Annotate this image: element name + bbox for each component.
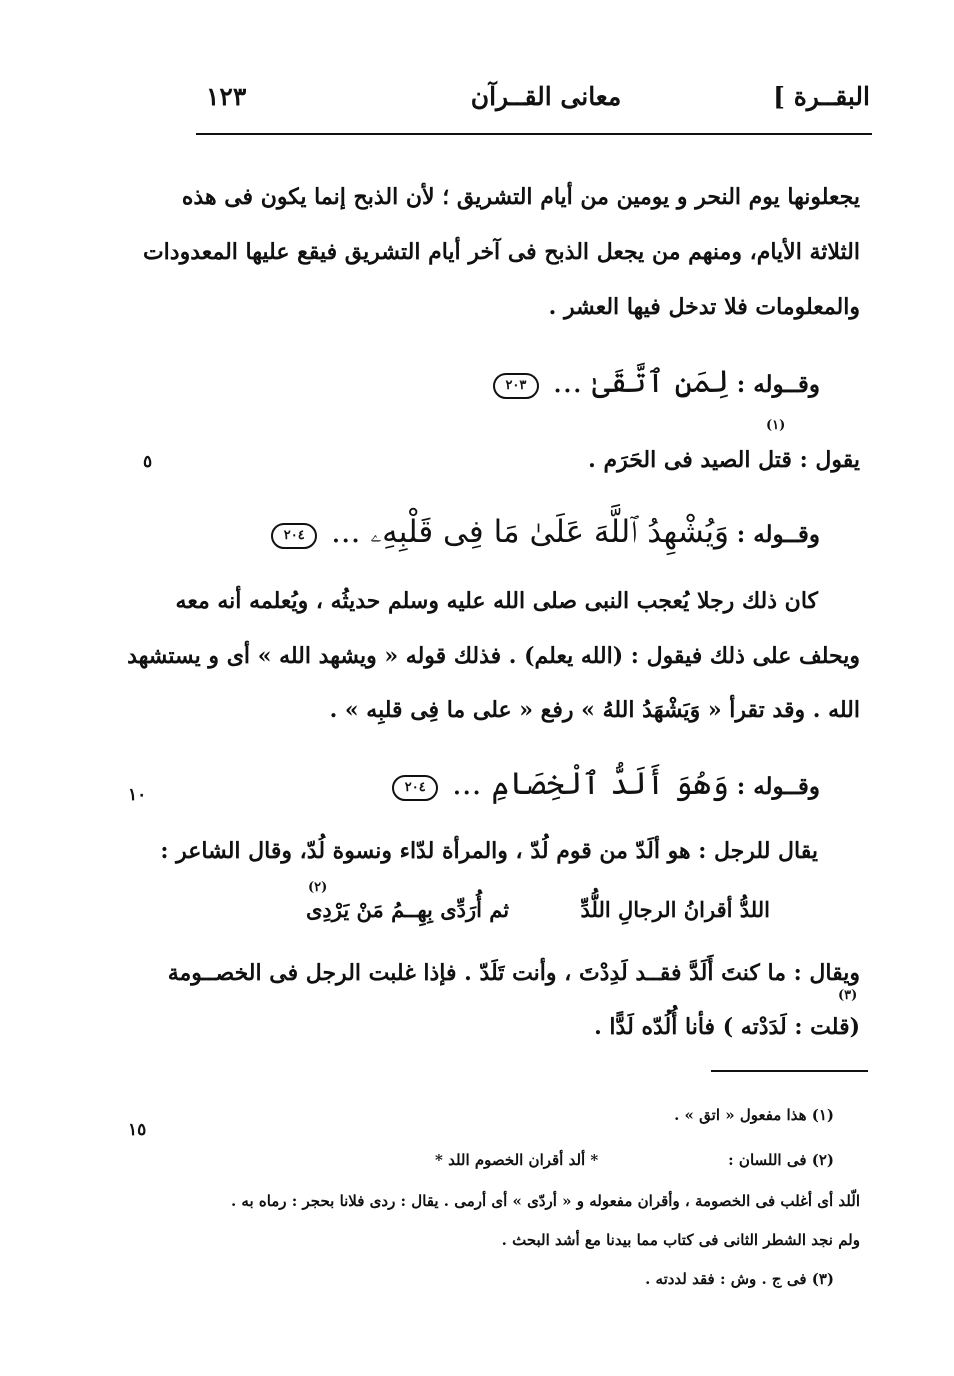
ayah-number-marker: ٢٠٤ <box>392 775 438 801</box>
body-line: ويحلف على ذلك فيقول : (الله يعلم) . فذلك قوله « ويشهد الله » أى و يستشهد <box>127 643 860 669</box>
margin-line-number-5: ٥ <box>143 452 153 472</box>
quran-verse: وَهُوَ أَلَدُّ ٱلْخِصَامِ ... <box>451 766 730 802</box>
footnote-2-note: ولم نجد الشطر الثانى فى كتاب مما بيدنا مع أشد البحث . <box>501 1231 860 1249</box>
footnote-1: (١) هذا مفعول « اتق » . <box>674 1106 834 1124</box>
body-line: يجعلونها يوم النحر و يومين من أيام التشريق ؛ لأن الذبح إنما يكون فى هذه <box>181 184 860 210</box>
page-number: ١٢٣ <box>206 82 247 111</box>
quran-quote <box>487 360 820 407</box>
footnote-2-verse: * ألد أقران الخصوم اللد * <box>435 1151 599 1169</box>
footnote-3: (٣) فى ج . وش : فقد لددته . <box>645 1270 834 1288</box>
quran-verse: وَيُشْهِدُ ٱللَّهَ عَلَىٰ مَا فِى قَلْبِهِۦ ... <box>330 514 730 550</box>
page-header <box>196 82 870 130</box>
footnote-2-source: (٢) فى اللسان : <box>728 1151 834 1169</box>
quran-verse: لِمَنِ ٱتَّقَىٰ ... <box>552 364 730 400</box>
body-line: ويقال : ما كنتَ أَلَدَّ فقــد لَدِدْتَ ، وأنت تَلَدّ . فإذا غلبت الرجل فى الخصــومة <box>167 960 860 986</box>
margin-line-number-15: ١٥ <box>128 1120 147 1140</box>
body-line: الله . وقد تقرأ « وَيَشْهَدُ اللهُ » رفع « على ما فِى قلبِه » . <box>329 697 860 723</box>
ayah-number-marker: ٢٠٤ <box>271 523 317 549</box>
quote-label: وقــوله : <box>736 521 820 548</box>
body-line: كان ذلك رجلا يُعجب النبى صلى الله عليه وسلم حديثُه ، ويُعلمه أنه معه <box>175 588 818 614</box>
body-line: يقال للرجل : هو ألَدّ من قوم لُدّ ، والمرأة لدّاء ونسوة لُدّ، وقال الشاعر : <box>160 838 818 864</box>
poem-hemistich-right: اللدُّ أقرانُ الرجالِ اللُّدِّ <box>580 897 770 922</box>
quote-label: وقــوله : <box>736 773 820 800</box>
quote-label: وقــوله : <box>736 371 820 398</box>
quran-quote <box>386 760 820 811</box>
header-rule <box>196 133 872 135</box>
footnote-reference: (٢) <box>308 880 328 895</box>
body-line: (قلت : لَدَدْته ) فأنا أُلُدّه لَدًّا . <box>594 1014 860 1040</box>
body-line: يقول : قتل الصيد فى الحَرَم . <box>588 447 860 473</box>
running-head-surah: البقــرة ] <box>773 82 870 111</box>
poem-hemistich-left: ثم أُرَدِّى بِهِــمُ مَنْ يَرْدِى <box>306 897 510 922</box>
footnote-rule <box>711 1070 868 1072</box>
quran-quote <box>265 508 820 559</box>
running-head-book-title: معانى القــرآن <box>470 82 622 111</box>
footnote-reference: (٣) <box>838 988 858 1003</box>
ayah-number-marker: ٢٠٣ <box>493 373 539 399</box>
margin-line-number-10: ١٠ <box>128 785 147 805</box>
footnote-reference: (١) <box>766 418 786 433</box>
footnote-2-explanation: الّلد أى أغلب فى الخصومة ، وأقران مفعوله و « أردّى » أى أرمى . يقال : ردى فلانا بحجر : رماه به . <box>230 1192 860 1210</box>
body-line: الثلاثة الأيام، ومنهم من يجعل الذبح فى آخر أيام التشريق فيقع عليها المعدودات <box>142 239 860 265</box>
body-line: والمعلومات فلا تدخل فيها العشر . <box>548 294 860 320</box>
